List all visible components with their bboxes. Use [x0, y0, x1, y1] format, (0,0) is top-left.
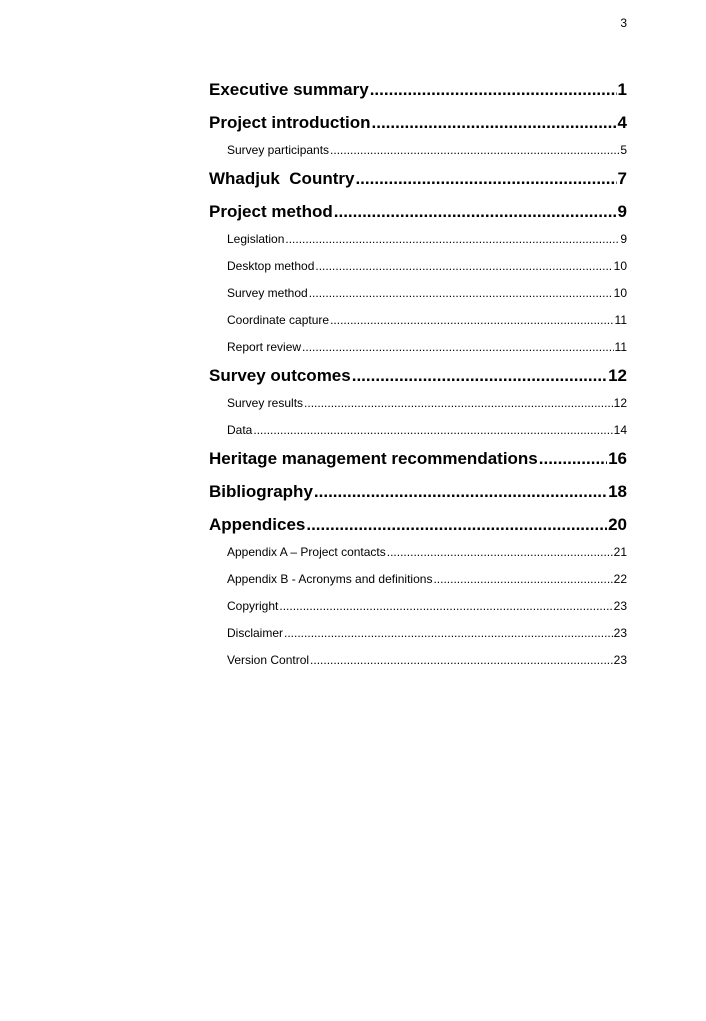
toc-leader-dots: [334, 201, 617, 223]
toc-entry-disclaimer[interactable]: [209, 625, 627, 641]
toc-entry-project-introduction[interactable]: [209, 112, 627, 134]
toc-entry-page: 18: [608, 482, 627, 501]
toc-entry-project-method[interactable]: [209, 201, 627, 223]
toc-entry-version-control[interactable]: [209, 652, 627, 668]
toc-leader-dots: [309, 285, 613, 301]
toc-entry-title: Heritage management recommendations: [209, 449, 538, 468]
toc-leader-dots: [433, 571, 612, 587]
toc-entry-title: Appendices: [209, 515, 306, 534]
toc-entry-page: 22: [613, 572, 627, 586]
toc-leader-dots: [284, 625, 613, 641]
toc-entry-survey-results[interactable]: [209, 395, 627, 411]
table-of-contents: [209, 79, 627, 679]
toc-entry-page: 10: [613, 286, 627, 300]
toc-entry-survey-participants[interactable]: [209, 142, 627, 158]
toc-leader-dots: [539, 448, 607, 470]
toc-entry-title: Appendix A – Project contacts: [227, 545, 386, 559]
toc-entry-data[interactable]: [209, 422, 627, 438]
page-number: 3: [620, 16, 627, 30]
toc-entry-report-review[interactable]: [209, 339, 627, 355]
toc-entry-page: 12: [608, 366, 627, 385]
toc-leader-dots: [306, 514, 607, 536]
toc-entry-title: Desktop method: [227, 259, 315, 273]
toc-leader-dots: [387, 544, 613, 560]
toc-entry-appendix-a[interactable]: [209, 544, 627, 560]
toc-entry-executive-summary[interactable]: [209, 79, 627, 101]
toc-entry-page: 9: [620, 232, 627, 246]
toc-leader-dots: [352, 365, 607, 387]
toc-entry-title: Survey results: [227, 396, 304, 410]
toc-entry-desktop-method[interactable]: [209, 258, 627, 274]
toc-entry-title: Bibliography: [209, 482, 313, 501]
toc-entry-page: 23: [613, 599, 627, 613]
toc-entry-page: 4: [617, 113, 627, 132]
toc-leader-dots: [330, 142, 619, 158]
toc-entry-appendix-b[interactable]: [209, 571, 627, 587]
toc-entry-title: Executive summary: [209, 80, 369, 99]
toc-entry-page: 21: [613, 545, 627, 559]
toc-entry-page: 23: [613, 653, 627, 667]
toc-entry-page: 14: [613, 423, 627, 437]
toc-entry-title: Survey participants: [227, 143, 330, 157]
toc-entry-coordinate-capture[interactable]: [209, 312, 627, 328]
toc-entry-page: 11: [614, 340, 627, 354]
toc-leader-dots: [279, 598, 612, 614]
toc-entry-survey-method[interactable]: [209, 285, 627, 301]
toc-entry-page: 16: [608, 449, 627, 468]
toc-entry-appendices[interactable]: [209, 514, 627, 536]
toc-entry-page: 23: [613, 626, 627, 640]
toc-leader-dots: [253, 422, 612, 438]
toc-leader-dots: [315, 258, 612, 274]
toc-entry-title: Survey outcomes: [209, 366, 351, 385]
toc-entry-page: 20: [608, 515, 627, 534]
toc-entry-page: 5: [620, 143, 627, 157]
toc-entry-page: 10: [613, 259, 627, 273]
toc-leader-dots: [302, 339, 614, 355]
toc-entry-title: Whadjuk Country: [209, 169, 355, 188]
toc-entry-title: Version Control: [227, 653, 310, 667]
toc-entry-page: 1: [617, 80, 627, 99]
toc-entry-page: 11: [614, 313, 627, 327]
toc-leader-dots: [314, 481, 607, 503]
toc-entry-page: 12: [613, 396, 627, 410]
toc-leader-dots: [310, 652, 613, 668]
toc-entry-survey-outcomes[interactable]: [209, 365, 627, 387]
toc-entry-title: Appendix B - Acronyms and definitions: [227, 572, 433, 586]
toc-entry-heritage-management-recommendations[interactable]: [209, 448, 627, 470]
toc-leader-dots: [330, 312, 613, 328]
toc-entry-title: Coordinate capture: [227, 313, 330, 327]
toc-entry-title: Survey method: [227, 286, 308, 300]
toc-leader-dots: [304, 395, 613, 411]
toc-entry-bibliography[interactable]: [209, 481, 627, 503]
toc-entry-title: Legislation: [227, 232, 285, 246]
toc-entry-copyright[interactable]: [209, 598, 627, 614]
toc-entry-page: 9: [617, 202, 627, 221]
toc-entry-title: Project method: [209, 202, 333, 221]
toc-leader-dots: [370, 79, 617, 101]
toc-entry-title: Report review: [227, 340, 302, 354]
toc-leader-dots: [355, 168, 616, 190]
toc-entry-title: Project introduction: [209, 113, 371, 132]
toc-entry-title: Disclaimer: [227, 626, 284, 640]
toc-entry-page: 7: [617, 169, 627, 188]
toc-leader-dots: [372, 112, 617, 134]
toc-entry-legislation[interactable]: [209, 231, 627, 247]
toc-entry-whadjuk-country[interactable]: [209, 168, 627, 190]
toc-entry-title: Copyright: [227, 599, 279, 613]
toc-leader-dots: [285, 231, 619, 247]
toc-entry-title: Data: [227, 423, 253, 437]
